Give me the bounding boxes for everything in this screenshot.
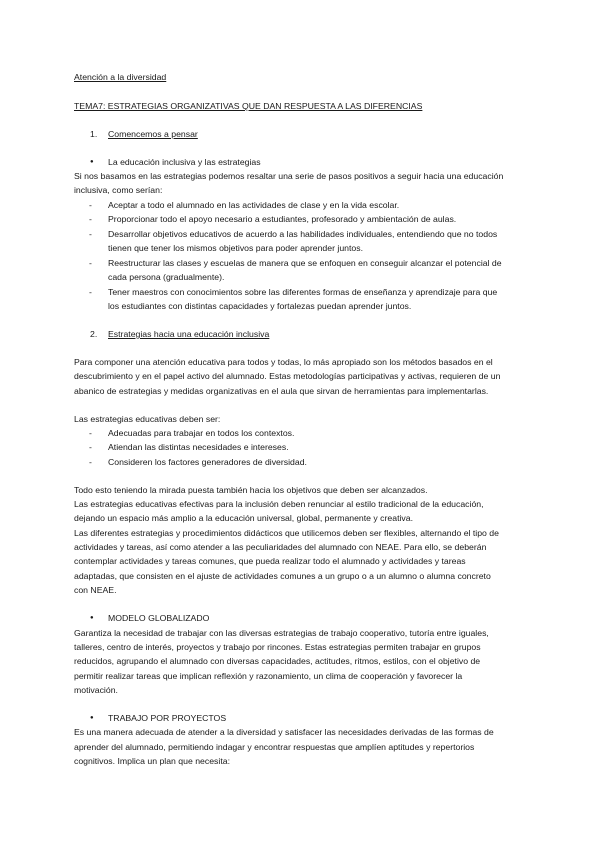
paragraph-line: Si nos basamos en las estrategias podemos resaltar una serie de pasos positivos a seguir hacia una educación	[74, 171, 504, 181]
paragraph-line: dejando un espacio más amplio a la educación universal, global, permanente y creativa.	[74, 513, 414, 523]
bullet-icon: ●	[90, 615, 94, 621]
bullet-icon: ●	[90, 159, 94, 165]
paragraph-line: reducidos, agrupando el alumnado con diversas capacidades, actitudes, ritmos, estilos, con el objetivo de	[74, 656, 481, 666]
list-item-text: cada persona (gradualmente).	[108, 272, 225, 282]
paragraph-line: Para componer una atención educativa para todos y todas, lo más apropiado son los métodos basados en el	[74, 357, 493, 367]
paragraph-line: con NEAE.	[74, 585, 117, 595]
list-item-text: Atiendan las distintas necesidades e intereses.	[108, 442, 289, 452]
paragraph-line: inclusiva, como serían:	[74, 185, 163, 195]
list-item-text: Reestructurar las clases y escuelas de manera que se enfoquen en conseguir alcanzar el potencial de	[108, 258, 502, 268]
paragraph-line: Las diferentes estrategias y procedimientos didácticos que utilicemos deben ser flexibles, alternando el tipo de	[74, 528, 499, 538]
paragraph-line: cognitivos. Implica un plan que necesita:	[74, 756, 230, 766]
dash-icon: -	[89, 229, 92, 239]
paragraph-line: Las estrategias educativas deben ser:	[74, 414, 221, 424]
list-item-text: Consideren los factores generadores de diversidad.	[108, 457, 307, 467]
topic-heading: TEMA7: ESTRATEGIAS ORGANIZATIVAS QUE DAN RESPUESTA A LAS DIFERENCIAS	[74, 101, 423, 111]
paragraph-line: descubrimiento y en el papel activo del alumnado. Estas metodologías participativas y activas, requieren de un	[74, 371, 501, 381]
section-2-number: 2.	[90, 329, 98, 339]
paragraph-line: actividades y tareas, así como atender a las peculiaridades del alumnado con NEAE. Para ello, se deberán	[74, 542, 487, 552]
list-item-text: Tener maestros con conocimientos sobre las diferentes formas de enseñanza y aprendizaje para que	[108, 287, 498, 297]
paragraph-line: Todo esto teniendo la mirada puesta también hacia los objetivos que deben ser alcanzados.	[74, 485, 428, 495]
paragraph-line: Las estrategias educativas efectivas para la inclusión deben renunciar al estilo tradicional de la educación,	[74, 499, 484, 509]
bullet-text: La educación inclusiva y las estrategias	[108, 157, 261, 167]
list-item-text: los estudiantes con distintas capacidades y fortalezas puedan aprender juntos.	[108, 301, 412, 311]
bullet-icon: ●	[90, 715, 94, 721]
paragraph-line: talleres, centro de interés, proyectos y trabajo por rincones. Estas estrategias permiten trabajar en grupos	[74, 642, 481, 652]
document-title: Atención a la diversidad	[74, 72, 167, 82]
dash-icon: -	[89, 258, 92, 268]
section-1-title: Comencemos a pensar	[108, 129, 198, 139]
list-item-text: Aceptar a todo el alumnado en las actividades de clase y en la vida escolar.	[108, 200, 400, 210]
dash-icon: -	[89, 214, 92, 224]
section-1-number: 1.	[90, 129, 98, 139]
paragraph-line: contemplar actividades y tareas comunes, que pueda realizar todo el alumnado y actividades y tareas	[74, 556, 466, 566]
list-item-text: Desarrollar objetivos educativos de acuerdo a las habilidades individuales, entendiendo que no todos	[108, 229, 498, 239]
list-item-text: Proporcionar todo el apoyo necesario a estudiantes, profesorado y ambientación de aulas.	[108, 214, 457, 224]
dash-icon: -	[89, 428, 92, 438]
dash-icon: -	[89, 200, 92, 210]
bullet-text: TRABAJO POR PROYECTOS	[108, 713, 227, 723]
list-item-text: tienen que tener los mismos objetivos para poder aprender juntos.	[108, 243, 363, 253]
paragraph-line: abanico de estrategias y medidas organizativas en el aula que sirvan de herramientas para implementarlas.	[74, 386, 489, 396]
paragraph-line: permitir realizar tareas que implican reflexión y razonamiento, un clima de cooperación y favorecer la	[74, 671, 463, 681]
paragraph-line: aprender del alumnado, permitiendo indagar y encontrar respuestas que amplíen aptitudes y repertorios	[74, 742, 475, 752]
paragraph-line: motivación.	[74, 685, 118, 695]
list-item-text: Adecuadas para trabajar en todos los contextos.	[108, 428, 295, 438]
bullet-text: MODELO GLOBALIZADO	[108, 613, 210, 623]
dash-icon: -	[89, 287, 92, 297]
dash-icon: -	[89, 442, 92, 452]
dash-icon: -	[89, 457, 92, 467]
section-2-title: Estrategias hacia una educación inclusiva	[108, 329, 270, 339]
paragraph-line: Es una manera adecuada de atender a la diversidad y satisfacer las necesidades derivadas de las formas de	[74, 727, 494, 737]
paragraph-line: adaptadas, que consisten en el ajuste de actividades comunes a un grupo o a un alumno o alumna concreto	[74, 571, 491, 581]
paragraph-line: Garantiza la necesidad de trabajar con las diversas estrategias de trabajo cooperativo, tutoría entre iguales,	[74, 628, 489, 638]
